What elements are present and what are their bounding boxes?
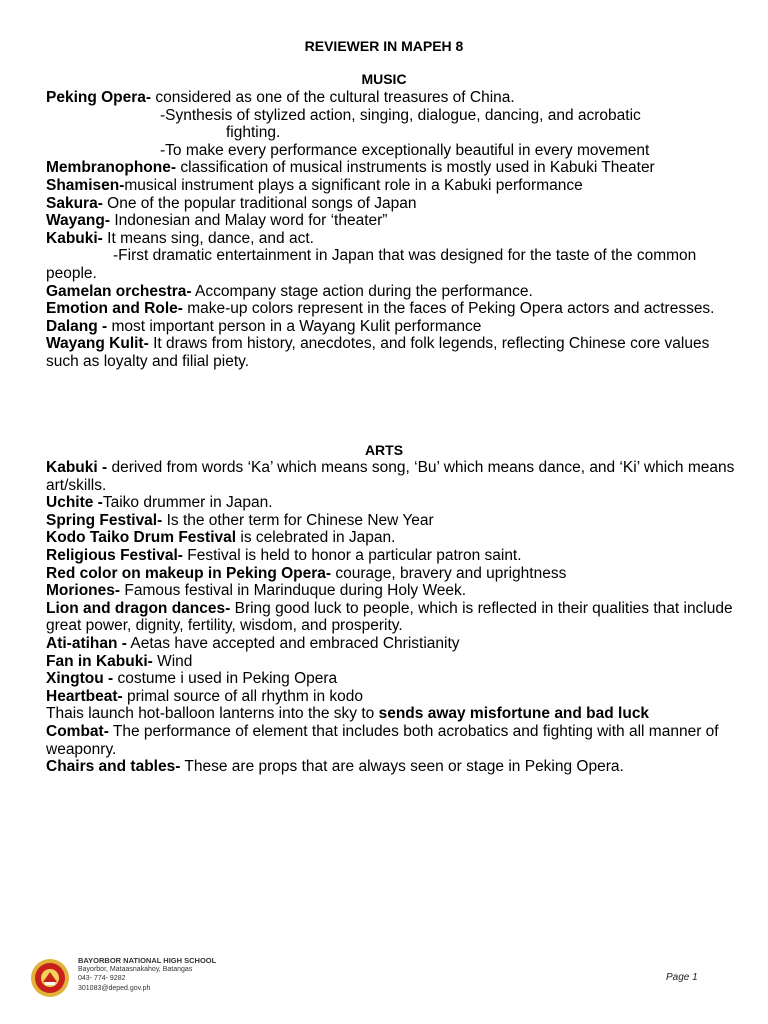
list-item: Wayang- Indonesian and Malay word for ‘theater” — [46, 212, 388, 230]
list-item: Ati-atihan - Aetas have accepted and embraced Christianity — [46, 634, 460, 652]
document-title: REVIEWER IN MAPEH 8 — [304, 38, 464, 54]
page-number: Page 1 — [666, 972, 698, 983]
school-info — [78, 956, 216, 993]
list-item: Kodo Taiko Drum Festival is celebrated in Japan. — [46, 529, 396, 547]
arts-heading: ARTS — [364, 442, 404, 458]
school-seal-icon — [30, 958, 70, 998]
list-item: Uchite -Taiko drummer in Japan. — [46, 494, 273, 512]
list-item: fighting. — [226, 124, 281, 142]
list-item: Lion and dragon dances- Bring good luck to people, which is reflected in their qualities that include great power, dignity, fertility, wisdom, and prosperity. — [46, 599, 733, 635]
list-item: Shamisen-musical instrument plays a significant role in a Kabuki performance — [46, 176, 583, 194]
list-item: Dalang - most important person in a Wayang Kulit performance — [46, 317, 482, 335]
list-item: -First dramatic entertainment in Japan that was designed for the taste of the common people. — [46, 247, 697, 282]
list-item: Peking Opera- considered as one of the cultural treasures of China. — [46, 89, 515, 106]
list-item: Xingtou - costume i used in Peking Opera — [46, 670, 338, 688]
list-item: Membranophone- classification of musical instruments is mostly used in Kabuki Theater — [46, 159, 655, 177]
list-item: Sakura- One of the popular traditional songs of Japan — [46, 194, 417, 212]
page-footer — [0, 950, 768, 1010]
list-item: Kabuki - derived from words ‘Ka’ which means song, ‘Bu’ which means dance, and ‘Ki’ which means art/skills. — [46, 459, 735, 494]
list-item: Moriones- Famous festival in Marinduque during Holy Week. — [46, 582, 467, 600]
list-item: Thais launch hot-balloon lanterns into the sky to sends away misfortune and bad luck — [46, 705, 650, 723]
arts-section — [46, 459, 736, 776]
list-item: Combat- The performance of element that includes both acrobatics and fighting with all manner of weaponry. — [46, 722, 719, 758]
school-phone: 043- 774- 9282 — [78, 975, 126, 983]
list-item: -To make every performance exceptionally beautiful in every movement — [160, 141, 650, 159]
music-section — [46, 89, 736, 371]
list-item: Chairs and tables- These are props that are always seen or stage in Peking Opera. — [46, 758, 624, 776]
school-email: 301083@deped.gov.ph — [78, 984, 151, 992]
school-address: Bayorbor, Mataasnakahoy, Batangas — [78, 966, 193, 974]
list-item: Spring Festival- Is the other term for Chinese New Year — [46, 511, 434, 529]
list-item: -Synthesis of stylized action, singing, dialogue, dancing, and acrobatic — [160, 106, 641, 124]
list-item: Red color on makeup in Peking Opera- courage, bravery and uprightness — [46, 564, 567, 582]
list-item: Kabuki- It means sing, dance, and act. — [46, 229, 314, 247]
list-item: Emotion and Role- make-up colors represent in the faces of Peking Opera actors and actresses. — [46, 300, 715, 318]
list-item: Heartbeat- primal source of all rhythm in kodo — [46, 687, 364, 705]
list-item: Wayang Kulit- It draws from history, anecdotes, and folk legends, reflecting Chinese core values such as loyalty and filial piety. — [46, 335, 710, 370]
school-name: BAYORBOR NATIONAL HIGH SCHOOL — [78, 956, 217, 965]
list-item: Fan in Kabuki- Wind — [46, 652, 193, 670]
music-heading: MUSIC — [361, 71, 407, 87]
list-item: Gamelan orchestra- Accompany stage action during the performance. — [46, 282, 533, 300]
list-item: Religious Festival- Festival is held to honor a particular patron saint. — [46, 546, 522, 564]
